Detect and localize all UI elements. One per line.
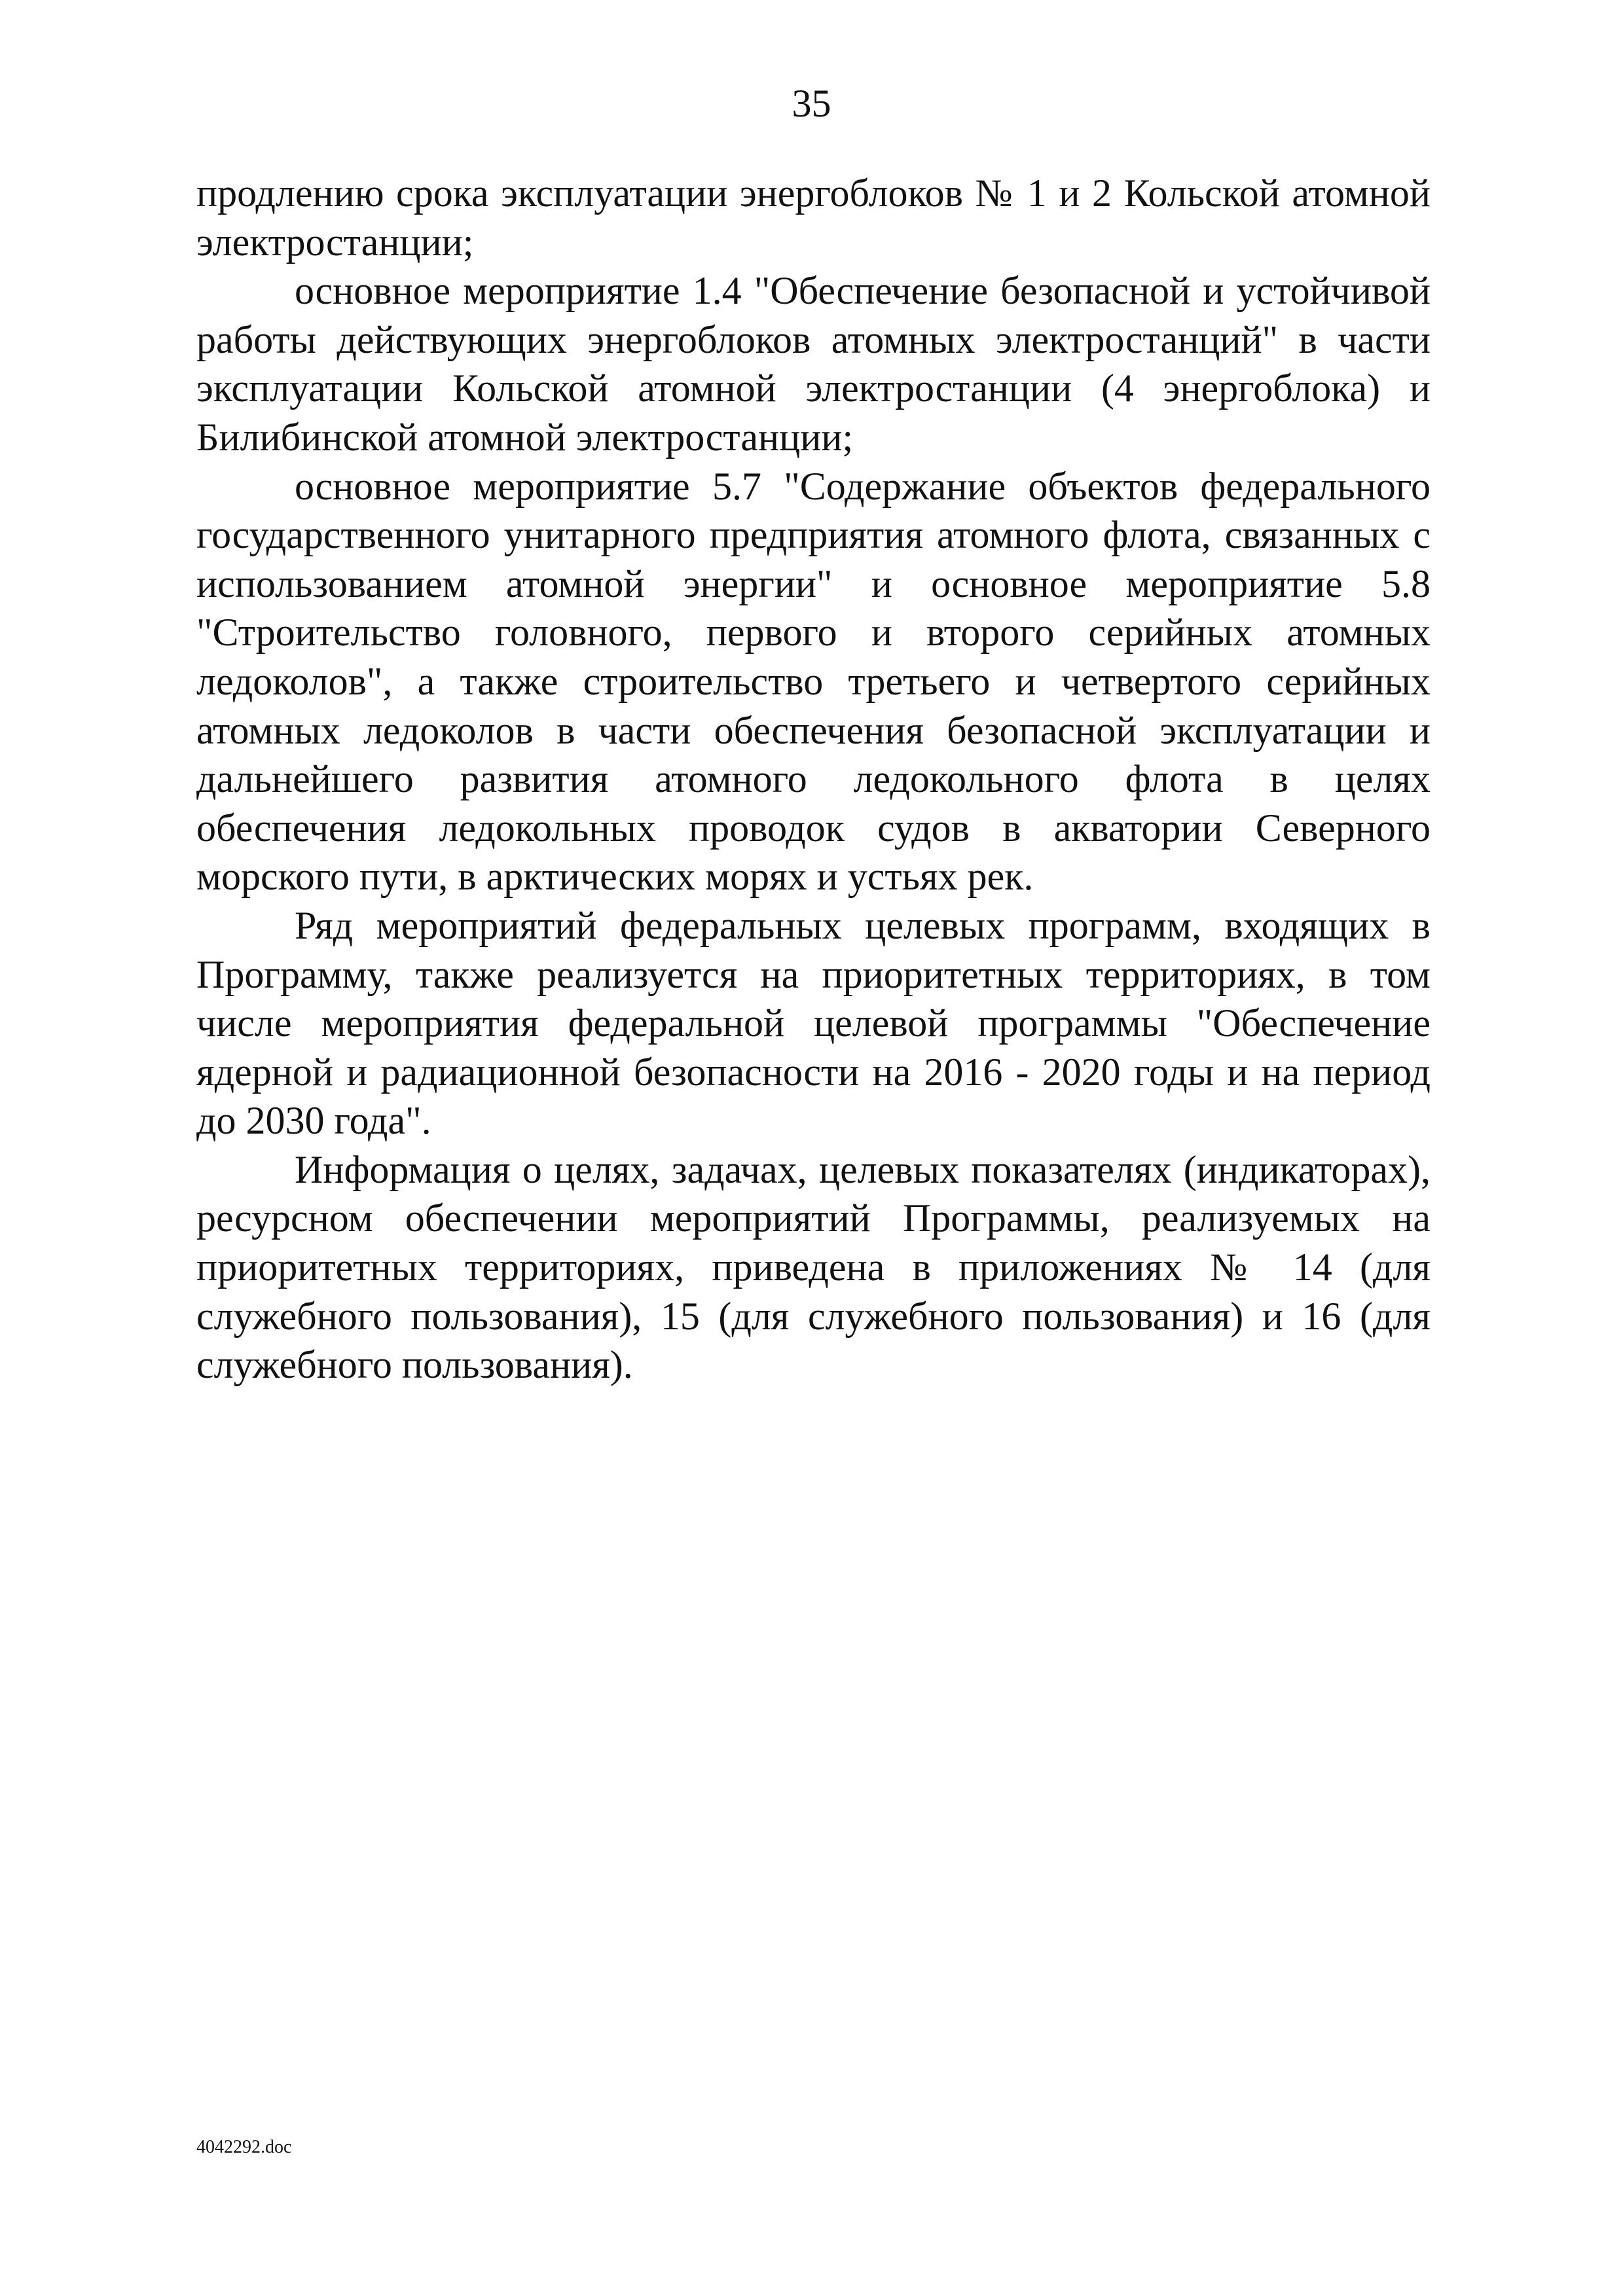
document-file-id: 4042292.doc (196, 2137, 292, 2157)
paragraph-information-appendices: Информация о целях, задачах, целевых показателях (индикаторах), ресурсном обеспечении мероприятий Программы, реализуемых на приоритетных территориях, приведена в приложениях № 14 (для служебного пользования), 15 (для служебного пользования) и 16 (для служебного пользования). (196, 1147, 1431, 1387)
page-number: 35 (792, 82, 831, 125)
paragraph-priority-territories: Ряд мероприятий федеральных целевых программ, входящих в Программу, также реализуется на приоритетных территориях, в том числе мероприятия федеральной целевой программы "Обеспечение ядерной и радиационной безопасности на 2016 - 2020 годы и на период до 2030 года". (196, 903, 1431, 1143)
document-body (196, 169, 1431, 1390)
paragraph-continuation: продлению срока эксплуатации энергоблоков № 1 и 2 Кольской атомной электростанции; (196, 171, 1431, 264)
paragraph-measure-5-7: основное мероприятие 5.7 "Содержание объектов федерального государственного унитарного предприятия атомного флота, связанных с использованием атомной энергии" и основное мероприятие 5.8 "Строительство головного, первого и второго серийных атомных ледоколов", а также строительство третьего и четвертого серийных атомных ледоколов в части обеспечения безопасной эксплуатации и дальнейшего развития атомного ледокольного флота в целях обеспечения ледокольных проводок судов в акватории Северного морского пути, в арктических морях и устьях рек. (196, 464, 1431, 899)
paragraph-measure-1-4: основное мероприятие 1.4 "Обеспечение безопасной и устойчивой работы действующих энергоблоков атомных электростанций" в части эксплуатации Кольской атомной электростанции (4 энергоблока) и Билибинской атомной электростанции; (196, 269, 1431, 459)
